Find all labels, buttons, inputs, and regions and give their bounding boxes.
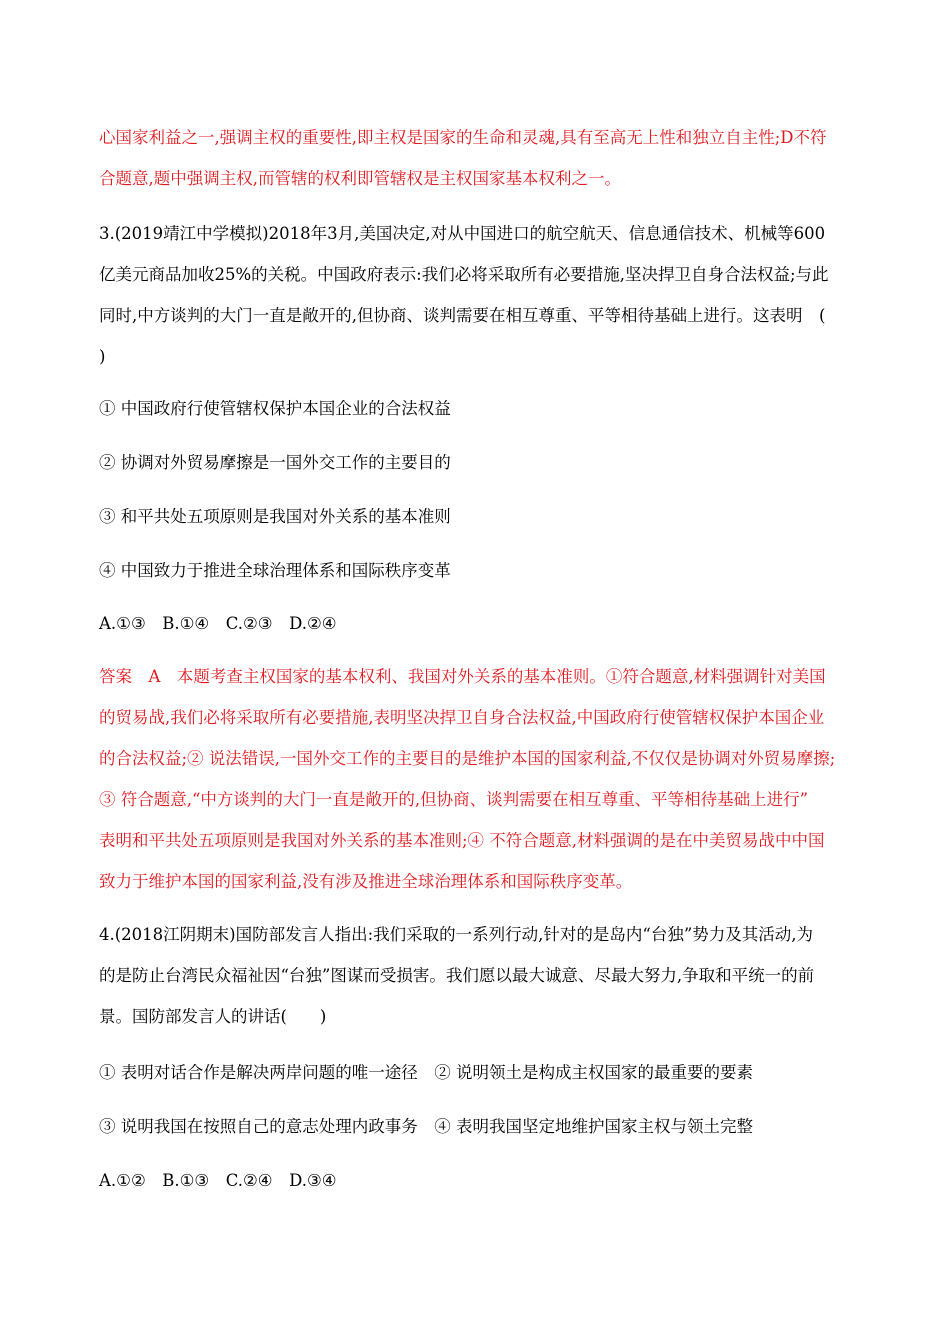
- question-3-option-4: ④ 中国致力于推进全球治理体系和国际秩序变革: [99, 561, 451, 580]
- stem-line: 景。国防部发言人的讲话( ): [99, 1007, 327, 1026]
- carryover-answer: [99, 117, 859, 199]
- answer-line: 心国家利益之一,强调主权的重要性,即主权是国家的生命和灵魂,具有至高无上性和独立自主性;D不符: [99, 128, 827, 147]
- answer-line: 答案 A 本题考查主权国家的基本权利、我国对外关系的基本准则。①符合题意,材料强调针对美国: [99, 667, 826, 686]
- stem-line: 同时,中方谈判的大门一直是敞开的,但协商、谈判需要在相互尊重、平等相待基础上进行。这表明 (: [99, 306, 826, 325]
- answer-line: ③ 符合题意,“中方谈判的大门一直是敞开的,但协商、谈判需要在相互尊重、平等相待基础上进行”: [99, 790, 809, 809]
- question-3-option-3: ③ 和平共处五项原则是我国对外关系的基本准则: [99, 507, 451, 526]
- question-3-answer: [99, 656, 859, 902]
- question-3-stem: [99, 213, 859, 377]
- stem-line: 亿美元商品加收25%的关税。中国政府表示:我们必将采取所有必要措施,坚决捍卫自身合法权益;与此: [99, 265, 829, 284]
- question-3-option-2: ② 协调对外贸易摩擦是一国外交工作的主要目的: [99, 453, 451, 472]
- answer-line: 合题意,题中强调主权,而管辖的权利即管辖权是主权国家基本权利之一。: [99, 169, 621, 188]
- stem-line: 的是防止台湾民众福祉因“台独”图谋而受损害。我们愿以最大诚意、尽最大努力,争取和平统一的前: [99, 966, 815, 985]
- answer-line: 致力于维护本国的国家利益,没有涉及推进全球治理体系和国际秩序变革。: [99, 872, 633, 891]
- question-4-options-row-2: ③ 说明我国在按照自己的意志处理内政事务 ④ 表明我国坚定地维护国家主权与领土完整: [99, 1117, 753, 1136]
- question-4-choices: A.①② B.①③ C.②④ D.③④: [99, 1171, 337, 1190]
- stem-line: 3.(2019靖江中学模拟)2018年3月,美国决定,对从中国进口的航空航天、信息通信技术、机械等600: [99, 224, 826, 243]
- stem-line: ): [99, 347, 106, 366]
- answer-line: 表明和平共处五项原则是我国对外关系的基本准则;④ 不符合题意,材料强调的是在中美贸易战中中国: [99, 831, 825, 850]
- stem-line: 4.(2018江阴期末)国防部发言人指出:我们采取的一系列行动,针对的是岛内“台独”势力及其活动,为: [99, 925, 814, 944]
- question-4-options-row-1: ① 表明对话合作是解决两岸问题的唯一途径 ② 说明领土是构成主权国家的最重要的要素: [99, 1063, 753, 1082]
- question-3-option-1: ① 中国政府行使管辖权保护本国企业的合法权益: [99, 399, 451, 418]
- question-3-choices: A.①③ B.①④ C.②③ D.②④: [99, 614, 337, 633]
- answer-line: 的贸易战,我们必将采取所有必要措施,表明坚决捍卫自身合法权益,中国政府行使管辖权保护本国企业: [99, 708, 825, 727]
- question-4-stem: [99, 914, 859, 1037]
- answer-line: 的合法权益;② 说法错误,一国外交工作的主要目的是维护本国的国家利益,不仅仅是协调对外贸易摩擦;: [99, 749, 836, 768]
